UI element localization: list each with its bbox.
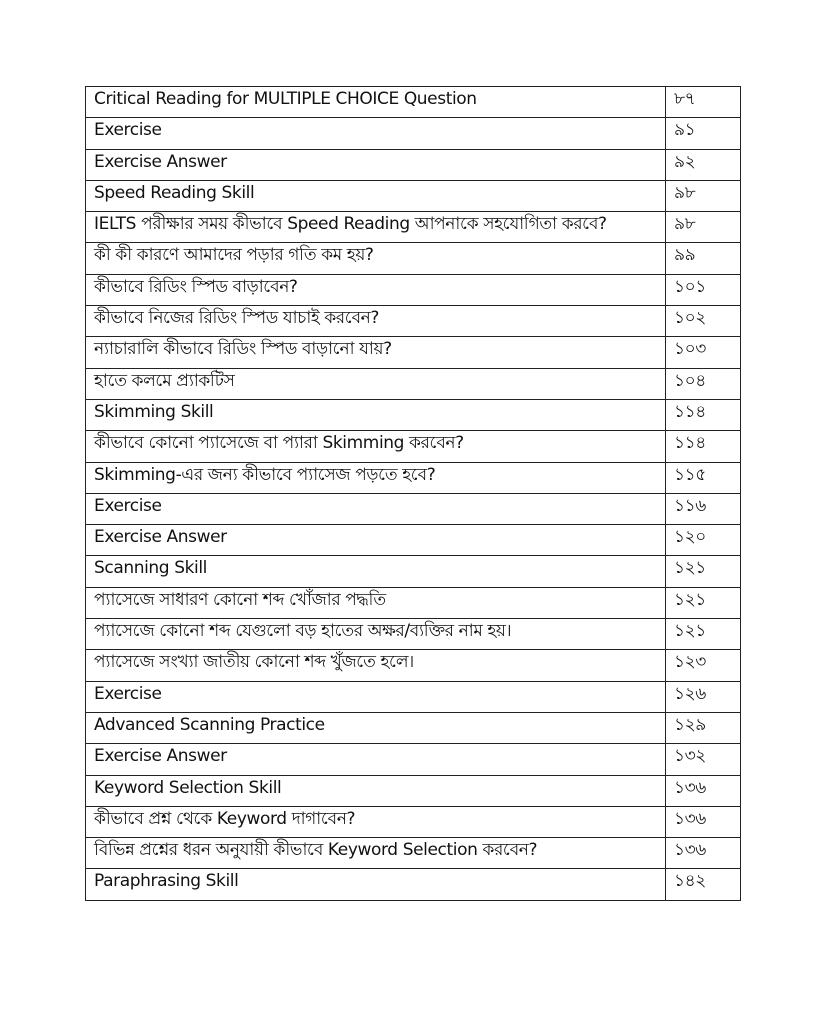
toc-page-number: ১৪২: [666, 869, 741, 900]
toc-title: কীভাবে রিডিং স্পিড বাড়াবেন?: [86, 274, 666, 305]
toc-page-number: ১২১: [666, 619, 741, 650]
toc-page-number: ৯১: [666, 118, 741, 149]
table-row: [86, 806, 741, 837]
toc-page-number: ১৩৬: [666, 775, 741, 806]
toc-title: বিভিন্ন প্রশ্নের ধরন অনুযায়ী কীভাবে Keyword Selection করবেন?: [86, 838, 666, 869]
toc-title: প্যাসেজে সংখ্যা জাতীয় কোনো শব্দ খুঁজতে হলে।: [86, 650, 666, 681]
table-row: [86, 87, 741, 118]
toc-page-number: ১১৫: [666, 462, 741, 493]
toc-page-number: ১২১: [666, 556, 741, 587]
table-row: [86, 587, 741, 618]
table-row: [86, 118, 741, 149]
toc-title: Keyword Selection Skill: [86, 775, 666, 806]
toc-title: Exercise Answer: [86, 744, 666, 775]
toc-page-number: ৮৭: [666, 87, 741, 118]
toc-page-number: ১০৪: [666, 368, 741, 399]
toc-page-number: ১২৯: [666, 712, 741, 743]
table-row: [86, 149, 741, 180]
toc-title: Scanning Skill: [86, 556, 666, 587]
table-row: [86, 744, 741, 775]
toc-page-number: ১০৩: [666, 337, 741, 368]
toc-title: প্যাসেজে কোনো শব্দ যেগুলো বড় হাতের অক্ষর/ব্যক্তির নাম হয়।: [86, 619, 666, 650]
toc-page-number: ১০১: [666, 274, 741, 305]
toc-title: Exercise Answer: [86, 149, 666, 180]
toc-page-number: ৯৮: [666, 180, 741, 211]
toc-title: Skimming Skill: [86, 399, 666, 430]
toc-title: Exercise: [86, 118, 666, 149]
toc-page-number: ৯২: [666, 149, 741, 180]
toc-page-number: ৯৯: [666, 243, 741, 274]
table-row: [86, 399, 741, 430]
table-row: [86, 619, 741, 650]
table-row: [86, 337, 741, 368]
toc-title: কীভাবে প্রশ্ন থেকে Keyword দাগাবেন?: [86, 806, 666, 837]
table-row: [86, 212, 741, 243]
toc-page-number: ১৩২: [666, 744, 741, 775]
table-row: [86, 556, 741, 587]
toc-page-number: ১১৬: [666, 493, 741, 524]
table-row: [86, 306, 741, 337]
table-row: [86, 431, 741, 462]
table-row: [86, 493, 741, 524]
table-row: [86, 525, 741, 556]
toc-title: Paraphrasing Skill: [86, 869, 666, 900]
table-row: [86, 274, 741, 305]
toc-title: Exercise Answer: [86, 525, 666, 556]
table-row: [86, 243, 741, 274]
toc-page-number: ১২৬: [666, 681, 741, 712]
toc-title: Skimming-এর জন্য কীভাবে প্যাসেজ পড়তে হবে?: [86, 462, 666, 493]
table-row: [86, 368, 741, 399]
toc-page-number: ৯৮: [666, 212, 741, 243]
toc-page-number: ১২০: [666, 525, 741, 556]
toc-page-number: ১০২: [666, 306, 741, 337]
table-row: [86, 838, 741, 869]
table-row: [86, 462, 741, 493]
toc-title: Advanced Scanning Practice: [86, 712, 666, 743]
table-row: [86, 180, 741, 211]
toc-title: Critical Reading for MULTIPLE CHOICE Question: [86, 87, 666, 118]
toc-page-number: ১১৪: [666, 399, 741, 430]
toc-title: কীভাবে নিজের রিডিং স্পিড যাচাই করবেন?: [86, 306, 666, 337]
toc-page-number: ১৩৬: [666, 806, 741, 837]
toc-page-number: ১২১: [666, 587, 741, 618]
toc-title: কী কী কারণে আমাদের পড়ার গতি কম হয়?: [86, 243, 666, 274]
toc-title: Exercise: [86, 493, 666, 524]
toc-page-number: ১২৩: [666, 650, 741, 681]
toc-title: কীভাবে কোনো প্যাসেজে বা প্যারা Skimming করবেন?: [86, 431, 666, 462]
table-row: [86, 869, 741, 900]
table-of-contents: [85, 86, 741, 901]
table-row: [86, 712, 741, 743]
toc-page-number: ১১৪: [666, 431, 741, 462]
table-row: [86, 775, 741, 806]
toc-page-number: ১৩৬: [666, 838, 741, 869]
toc-title: ন্যাচারালি কীভাবে রিডিং স্পিড বাড়ানো যায়?: [86, 337, 666, 368]
toc-title: Speed Reading Skill: [86, 180, 666, 211]
toc-title: IELTS পরীক্ষার সময় কীভাবে Speed Reading আপনাকে সহযোগিতা করবে?: [86, 212, 666, 243]
toc-title: প্যাসেজে সাধারণ কোনো শব্দ খোঁজার পদ্ধতি: [86, 587, 666, 618]
toc-title: Exercise: [86, 681, 666, 712]
table-row: [86, 681, 741, 712]
table-row: [86, 650, 741, 681]
toc-body: [86, 87, 741, 901]
toc-title: হাতে কলমে প্র্যাকটিস: [86, 368, 666, 399]
